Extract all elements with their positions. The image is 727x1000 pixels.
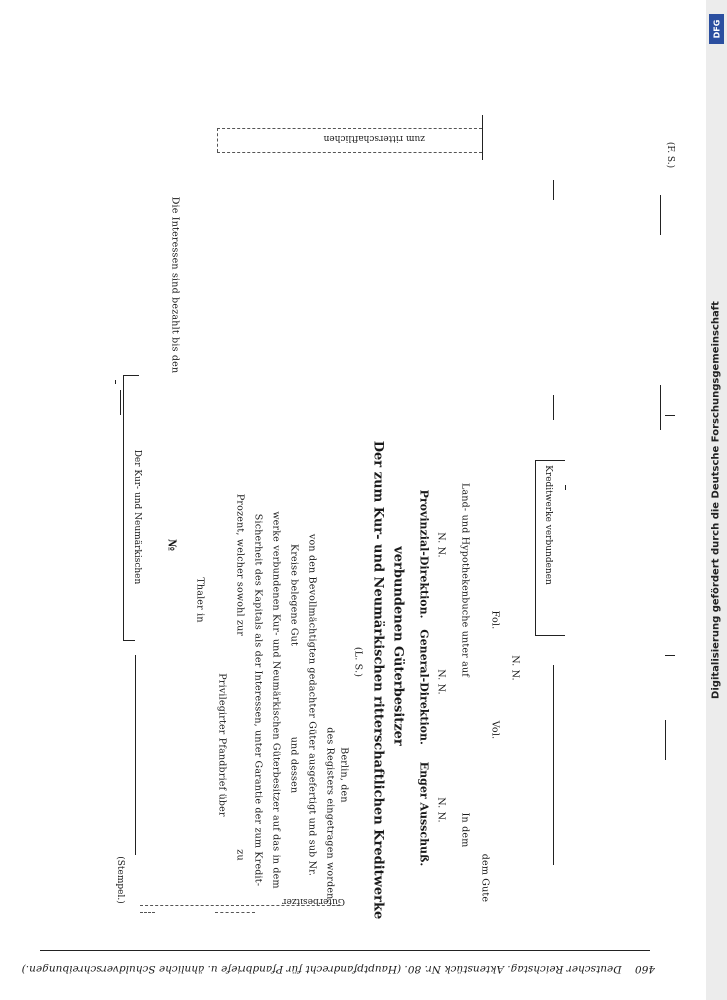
- body-line-7: des Registers eingetragen worden.: [324, 727, 336, 903]
- dash-rule: [217, 128, 218, 152]
- body-line-1: Privilegirter Pfandbrief über: [216, 673, 228, 817]
- rule: [665, 415, 675, 416]
- dfg-logo-text: DFG: [712, 19, 721, 39]
- title-line-1: Der zum Kur- und Neumärkischen ritterschaftlichen Kreditwerke: [370, 440, 386, 920]
- body-line-3: Sicherheit des Kapitals als der Interessen, unter Garantie der zum Kredit-: [252, 513, 264, 887]
- kreditwerk-label: Kreditwerke verbundenen: [543, 465, 553, 585]
- rule: [135, 655, 136, 855]
- kur-neumaerkischen-label: Der Kur- und Neumärkischen: [132, 449, 142, 585]
- dfg-notice-text: Digitalisierung gefördert durch die Deutsche Forschungsgemeinschaft: [710, 301, 722, 699]
- rule: [535, 460, 565, 461]
- rule: [123, 640, 135, 641]
- body-line-4: werke verbundenen Kur- und Neumärkischen Güterbesitzer auf das in dem: [270, 511, 282, 889]
- gueterbesitzer-label: Güterbesitzer: [282, 896, 345, 906]
- header-rule: [40, 950, 650, 951]
- running-title: Deutscher Reichstag. Aktenstück Nr. 80. (Hauptpfandrecht für Pfandbriefe u. ähnliche Schuldverschreibungen.): [21, 963, 622, 975]
- rule: [660, 385, 661, 430]
- rule: [553, 180, 554, 200]
- rule: [115, 380, 116, 384]
- dash-rule: [140, 912, 155, 913]
- rule: [535, 460, 536, 635]
- rule: [482, 115, 483, 160]
- title-line-2: verbundenen Güterbesitzer: [390, 546, 406, 746]
- body-line-2a: zu: [234, 849, 246, 861]
- committee-label: Enger Ausschuß.: [417, 761, 431, 867]
- provincial-direction-label: Provinzial-Direktion.: [417, 489, 431, 619]
- dem-gute-label: dem Gute: [479, 853, 491, 903]
- rule: [665, 720, 666, 760]
- rule: [123, 375, 139, 376]
- form-mark: (F. S.): [665, 141, 675, 169]
- page-number: 460: [634, 963, 655, 975]
- rule: [120, 390, 121, 415]
- signature-nn-4: N. N.: [509, 655, 521, 681]
- body-line-1b: Thaler in: [194, 577, 206, 623]
- number-label: №: [165, 539, 179, 551]
- dash-rule: [215, 912, 255, 913]
- land-hyp-label: Land- und Hypothekenbuche unter auf: [459, 482, 471, 678]
- interest-line: Die Interessen sind bezahlt bis den: [169, 196, 181, 374]
- rule: [535, 635, 565, 636]
- vol-label: Vol.: [489, 720, 501, 740]
- rule: [565, 485, 566, 490]
- ritterschaftlichen-label: zum ritterschaftlichen: [323, 133, 425, 143]
- running-header: [22, 963, 655, 975]
- in-dem-label: In dem: [459, 812, 471, 848]
- body-line-5b: Kreise belegene Gut: [288, 544, 300, 646]
- signature-nn-2: N. N.: [435, 669, 447, 695]
- stamp-label: (Stempel.): [115, 856, 125, 904]
- body-line-8: Berlin, den: [338, 747, 350, 803]
- dash-rule: [140, 905, 340, 906]
- rule: [665, 655, 675, 656]
- dash-rule: [217, 128, 482, 129]
- body-line-9: (L. S.): [352, 646, 364, 678]
- rule: [123, 375, 124, 640]
- rule: [660, 195, 661, 235]
- signature-nn-3: N. N.: [435, 532, 447, 558]
- rule: [553, 395, 554, 420]
- general-direction-label: General-Direktion.: [417, 629, 431, 745]
- dfg-logo: [709, 14, 724, 44]
- body-line-6: von den Bevollmächtigten gedachter Güter ausgefertigt und sub Nr.: [306, 533, 318, 877]
- body-line-5a: und dessen: [288, 736, 300, 794]
- fol-label: Fol.: [489, 610, 501, 630]
- dash-rule: [217, 152, 482, 153]
- body-line-2b: Prozent, welcher sowohl zur: [234, 493, 246, 637]
- rule: [553, 665, 554, 865]
- signature-nn-1: N. N.: [435, 797, 447, 823]
